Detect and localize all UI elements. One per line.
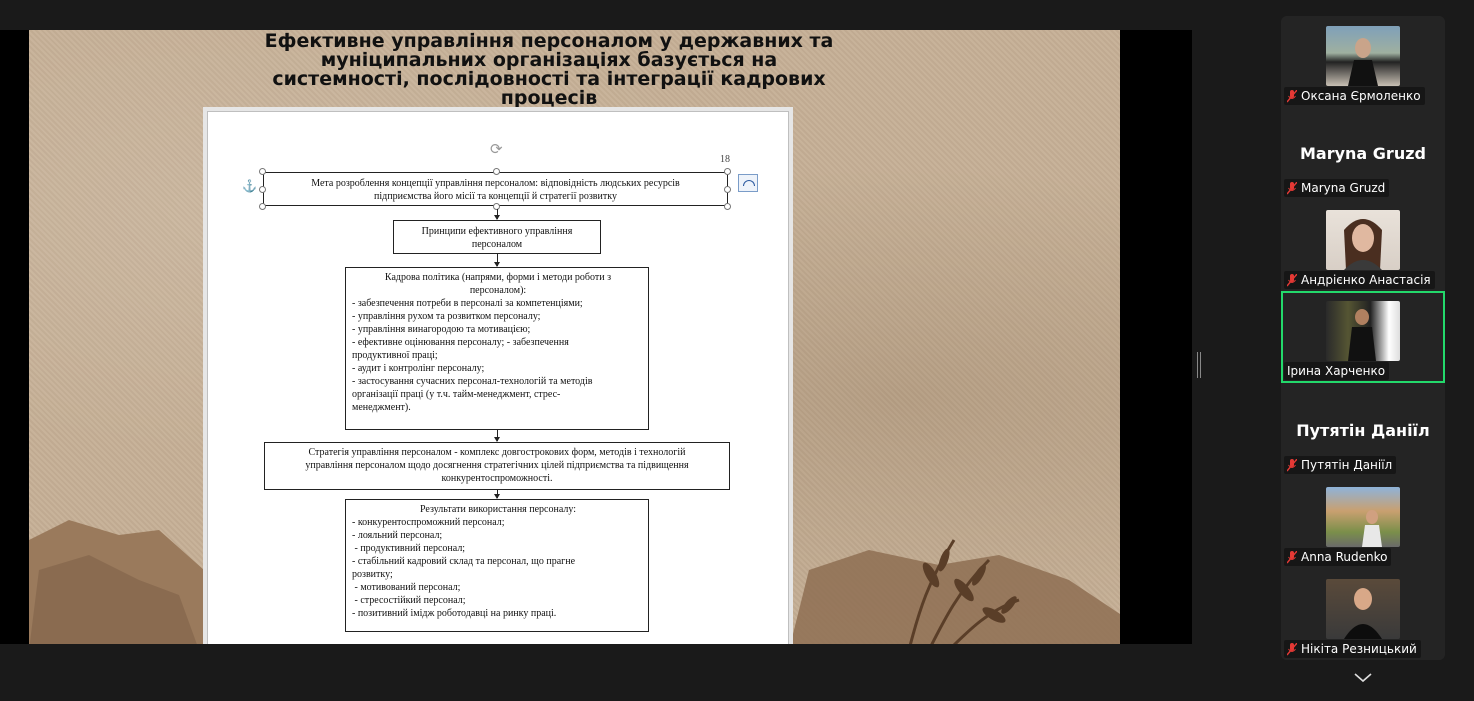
slide-title [249, 32, 849, 108]
participant-video [1326, 301, 1400, 361]
policy-item: - застосування сучасних персонал-технологій та методів [352, 376, 593, 387]
participant-name: Ірина Харченко [1287, 364, 1386, 378]
rock-decoration [29, 500, 229, 644]
participant-tile[interactable] [1281, 477, 1445, 569]
policy-item: - управління рухом та розвитком персоналу; [352, 311, 541, 322]
document-screenshot [207, 111, 789, 644]
participant-video [1326, 487, 1400, 547]
person-silhouette-icon [1326, 487, 1400, 547]
goal-box [263, 172, 728, 206]
policy-item: продуктивної праці; [352, 350, 438, 361]
title-line: муніципальних організаціях базується на [320, 49, 778, 71]
flow-arrow [497, 490, 498, 498]
results-heading: Результати використання персоналу: [419, 504, 577, 515]
title-line: системності, послідовності та інтеграції кадрових [272, 68, 826, 90]
selection-handle [259, 186, 266, 193]
flow-arrow [497, 430, 498, 441]
participant-name: Maryna Gruzd [1301, 181, 1386, 195]
results-item: - лояльний персонал; [352, 530, 443, 541]
policy-item: менеджмент). [352, 402, 411, 413]
policy-heading: Кадрова політика (напрями, форми і методи роботи з [384, 272, 612, 283]
results-item: - конкурентоспроможний персонал; [352, 517, 505, 528]
person-silhouette-icon [1326, 210, 1400, 270]
title-line: процесів [500, 87, 598, 109]
flow-arrow [497, 254, 498, 266]
policy-box [345, 267, 649, 430]
participant-video [1326, 26, 1400, 86]
selection-handle [259, 168, 266, 175]
layout-options-icon [738, 174, 758, 192]
policy-item: - аудит і контролінг персоналу; [352, 363, 485, 374]
participant-tile[interactable] [1281, 385, 1445, 477]
selection-handle [724, 168, 731, 175]
plant-decoration [869, 520, 1049, 644]
participant-name: Андрієнко Анастасія [1301, 273, 1431, 287]
participant-name-label [1284, 362, 1389, 380]
participant-video [1326, 579, 1400, 639]
participant-name: Путятін Даніїл [1301, 458, 1393, 472]
policy-heading: персоналом): [469, 285, 527, 296]
scroll-down-chevron-icon[interactable] [1326, 664, 1400, 692]
participant-name-label [1284, 87, 1425, 105]
strategy-box [264, 442, 730, 490]
results-item: - стресостійкий персонал; [352, 595, 466, 606]
mic-muted-icon [1287, 90, 1297, 103]
policy-item: - управління винагородою та мотивацією; [352, 324, 531, 335]
participant-tile[interactable] [1281, 108, 1445, 200]
anchor-icon: ⚓ [242, 179, 257, 193]
selection-handle [493, 168, 500, 175]
selection-handle [259, 203, 266, 210]
participants-gallery[interactable] [1281, 16, 1445, 660]
selection-handle [724, 186, 731, 193]
participant-name: Нікіта Резницький [1301, 642, 1417, 656]
mic-muted-icon [1287, 551, 1297, 564]
principles-line: персоналом [471, 239, 523, 250]
mic-muted-icon [1287, 643, 1297, 656]
strategy-line: Стратегія управління персоналом - комплекс довгострокових форм, методів і технологій [308, 447, 686, 458]
policy-item: організації праці (у т.ч. тайм-менеджмент, стрес- [352, 389, 561, 400]
selection-handle [724, 203, 731, 210]
flow-arrow [497, 209, 498, 219]
policy-item: - забезпечення потреби в персоналі за компетенціями; [352, 298, 583, 309]
mic-muted-icon [1287, 274, 1297, 287]
person-silhouette-icon [1326, 26, 1400, 86]
presentation-slide [29, 30, 1120, 644]
participant-name: Оксана Єрмоленко [1301, 89, 1421, 103]
principles-line: Принципи ефективного управління [421, 226, 573, 237]
mic-muted-icon [1287, 459, 1297, 472]
shared-screen [0, 30, 1192, 644]
person-silhouette-icon [1326, 301, 1400, 361]
results-item: - продуктивний персонал; [352, 543, 466, 554]
participant-name: Anna Rudenko [1301, 550, 1388, 564]
participant-name-label [1284, 179, 1389, 197]
goal-line: Мета розроблення концепції управління персоналом: відповідність людських ресурсів [311, 178, 680, 189]
participant-tile-active-speaker[interactable] [1281, 291, 1445, 383]
participant-display-name: Maryna Gruzd [1300, 144, 1426, 163]
participant-name-label [1284, 548, 1391, 566]
page-number: 18 [720, 154, 730, 165]
results-box [345, 499, 649, 632]
results-item: - мотивований персонал; [352, 582, 461, 593]
goal-line: підприємства його місії та концепції й стратегії розвитку [374, 191, 617, 202]
chevron-down-icon [1354, 673, 1372, 683]
mic-muted-icon [1287, 182, 1297, 195]
strategy-line: управління персоналом щодо досягнення стратегічних цілей підприємства та підвищення [305, 460, 689, 471]
participant-tile[interactable] [1281, 200, 1445, 292]
participant-display-name: Путятін Даніїл [1296, 421, 1430, 440]
results-item: - позитивний імідж роботодавці на ринку праці. [352, 608, 557, 619]
strategy-line: конкурентоспроможності. [441, 473, 553, 484]
participant-video [1326, 210, 1400, 270]
rotate-handle-icon: ⟳ [490, 142, 503, 158]
policy-item: - ефективне оцінювання персоналу; - забезпечення [352, 337, 569, 348]
panel-resize-handle[interactable] [1197, 352, 1201, 378]
title-line: Ефективне управління персоналом у державних та [264, 30, 834, 52]
participant-name-label [1284, 640, 1421, 658]
participant-tile[interactable] [1281, 569, 1445, 660]
person-silhouette-icon [1326, 579, 1400, 639]
results-item: розвитку; [352, 569, 393, 580]
results-item: - стабільний кадровий склад та персонал, що прагне [352, 556, 576, 567]
participant-name-label [1284, 456, 1396, 474]
principles-box [393, 220, 601, 254]
participant-tile[interactable] [1281, 16, 1445, 108]
participant-name-label [1284, 271, 1435, 289]
